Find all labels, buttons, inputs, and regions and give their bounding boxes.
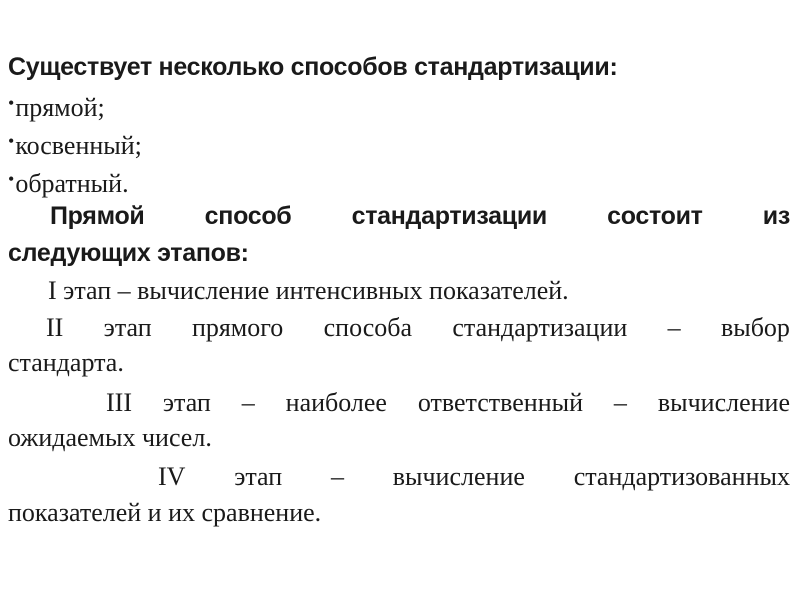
word: наиболее [285,388,387,417]
bullet-item-indirect [8,126,142,161]
word: способа [323,313,413,342]
stage2-line1 [46,313,790,343]
word: – [667,313,681,342]
direct-method-line2: следующих этапов: [8,239,249,267]
bullet-item-direct [8,88,105,123]
stage3-line1 [106,388,790,418]
word: этап [162,388,211,417]
word: ответственный [417,388,584,417]
bullet-icon: • [8,93,15,113]
word: из [762,202,790,230]
stage1-text: I этап – вычисление интенсивных показателей. [48,276,569,305]
word: способ [204,202,292,230]
word: этап [103,313,152,342]
intro-heading: Существует несколько способов стандартизации: [8,53,618,81]
word: II [46,313,64,342]
bullet-text: косвенный; [15,131,142,160]
bullet-text: обратный. [15,169,129,198]
word: стандартизации [452,313,628,342]
word: стандартизации [351,202,547,230]
word: этап [234,462,283,491]
stage4-line2: показателей и их сравнение. [8,498,322,527]
bullet-icon: • [8,169,15,189]
word: – [613,388,627,417]
word: состоит [607,202,703,230]
word: IV [158,462,186,491]
bullet-item-inverse [8,164,129,199]
direct-method-line1 [50,201,790,231]
word: вычисление [657,388,790,417]
word: прямого [191,313,284,342]
word: выбор [720,313,790,342]
word: – [241,388,255,417]
word: III [106,388,132,417]
bullet-text: прямой; [15,93,105,122]
bullet-icon: • [8,131,15,151]
stage2-line2: стандарта. [8,348,124,377]
word: – [330,462,344,491]
word: стандартизованных [573,462,790,491]
word: вычисление [392,462,525,491]
word: Прямой [50,202,145,230]
stage3-line2: ожидаемых чисел. [8,423,212,452]
stage4-line1 [158,462,790,492]
